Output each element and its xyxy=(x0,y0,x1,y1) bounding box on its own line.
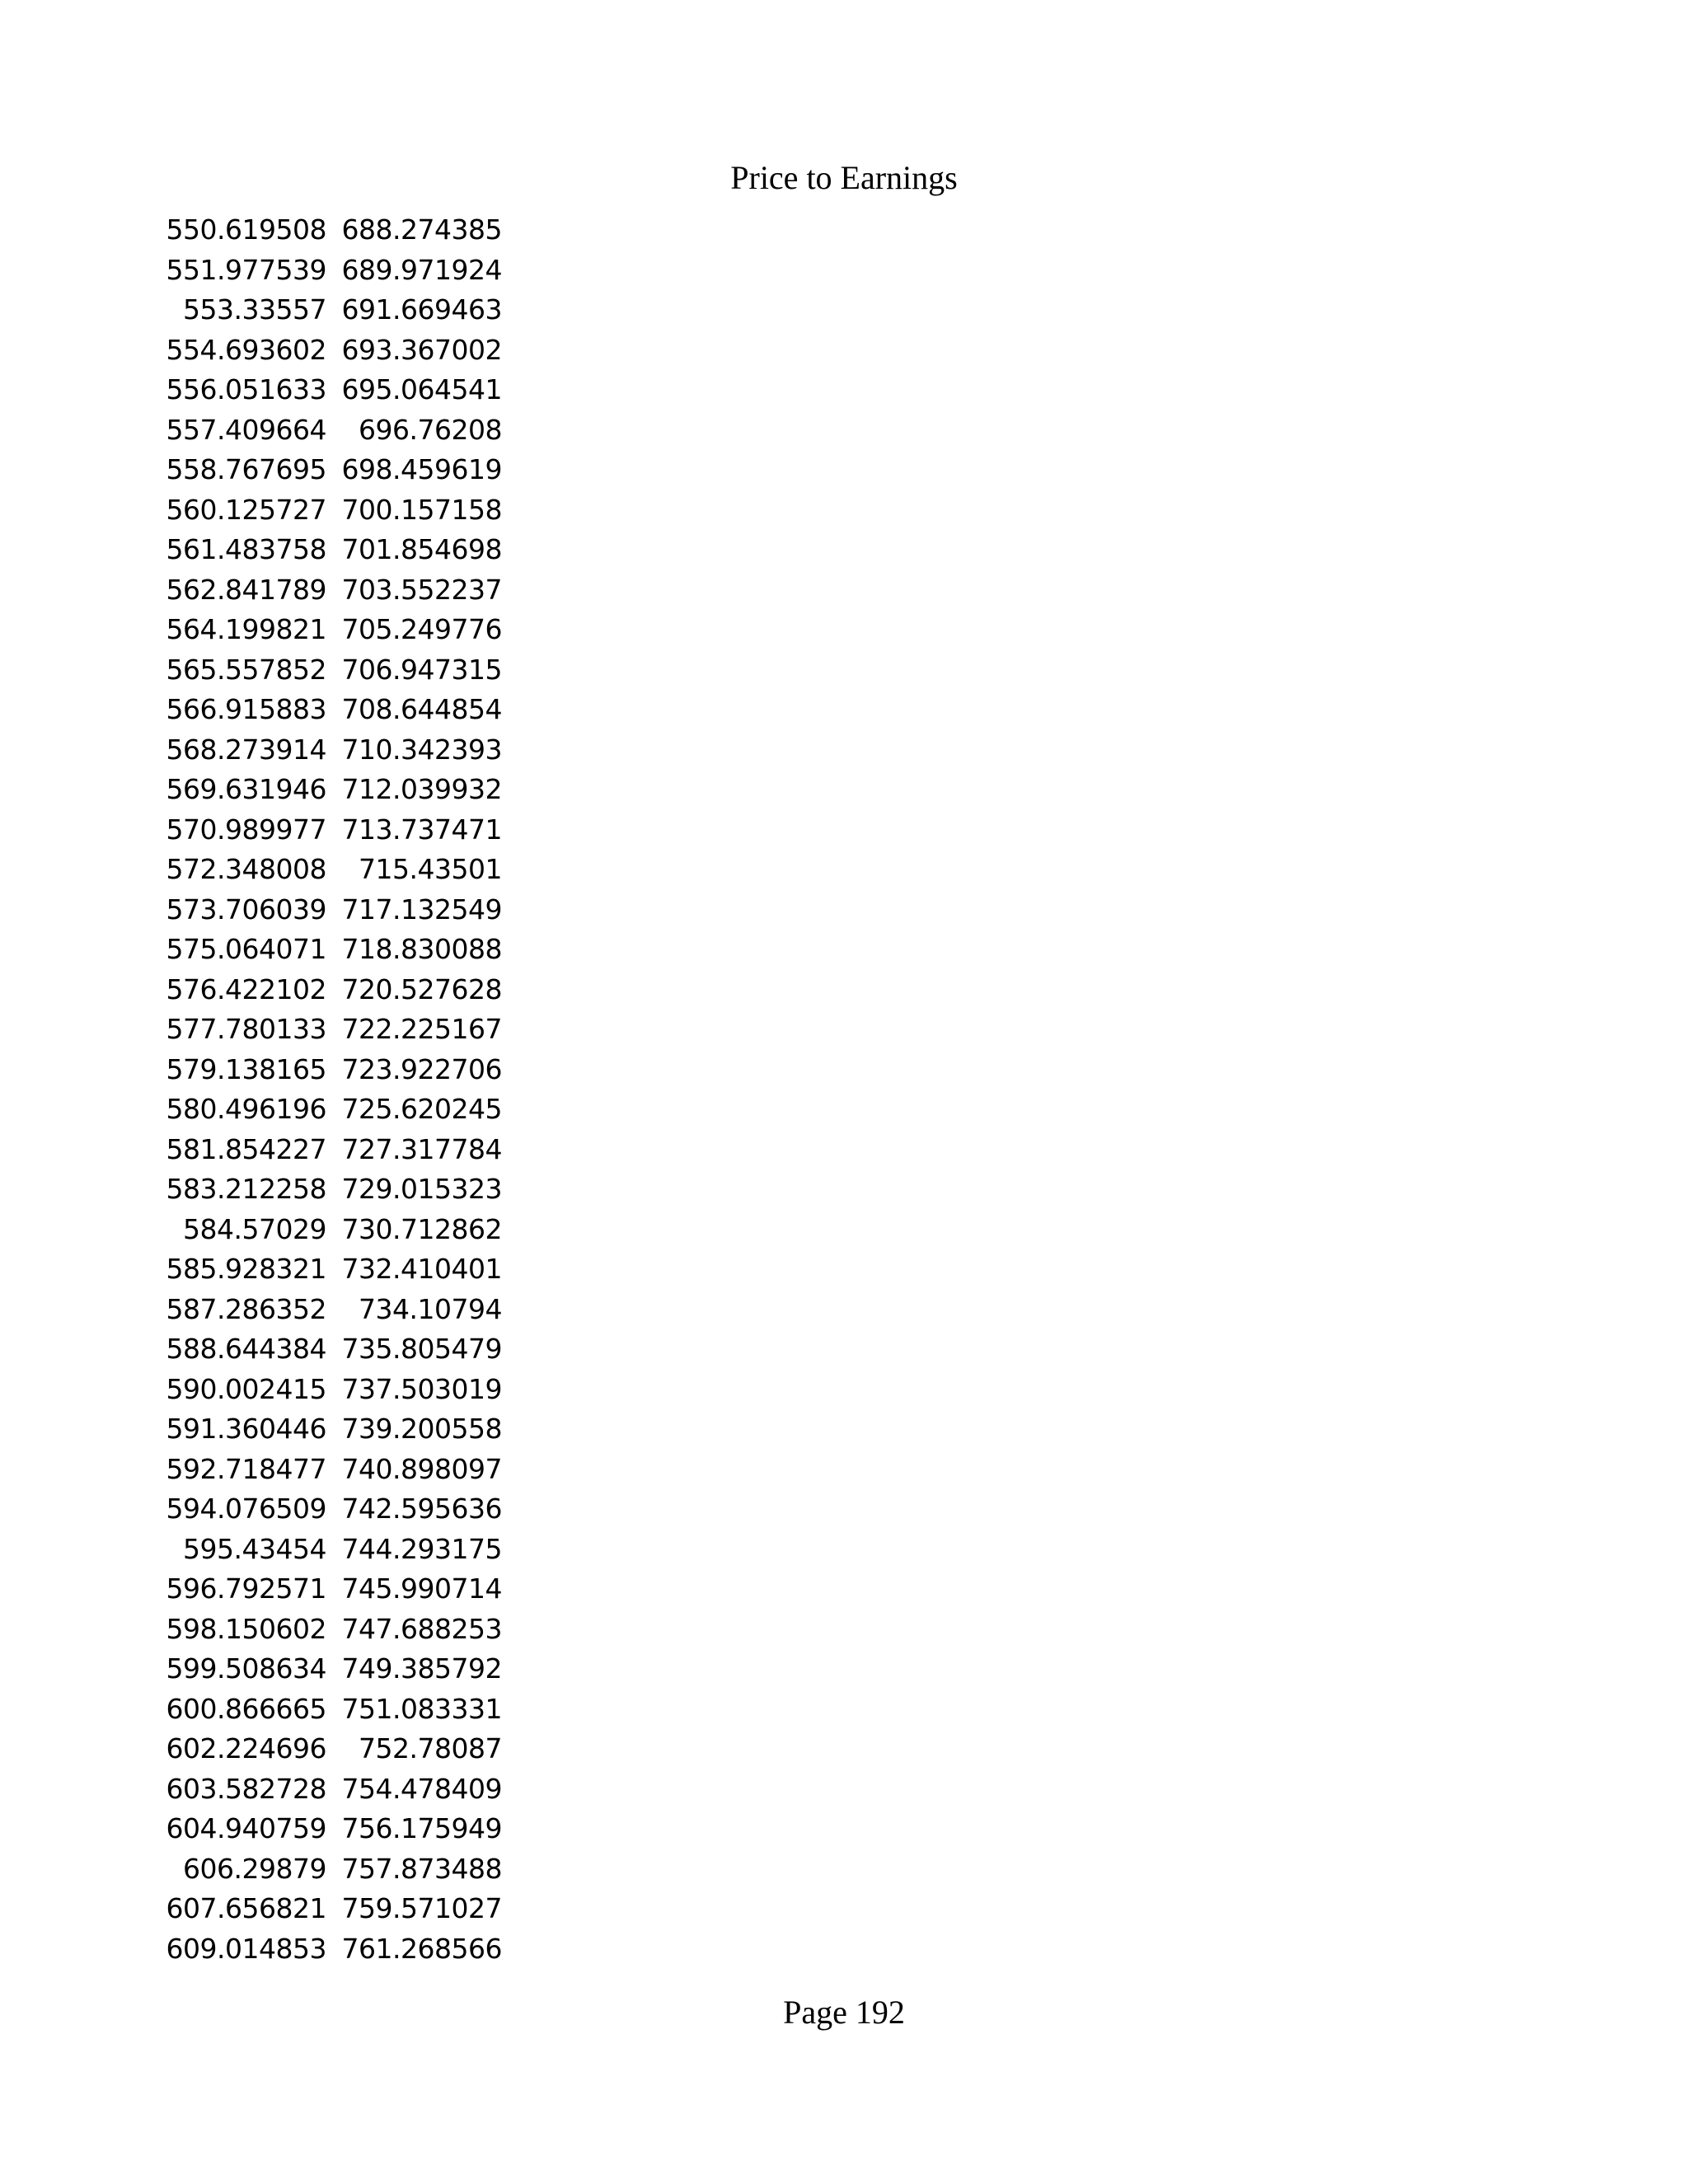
table-cell-col-2: 712.039932 xyxy=(341,773,502,805)
table-row xyxy=(157,1450,502,1490)
table-row xyxy=(157,1409,502,1450)
table-cell-col-2: 730.712862 xyxy=(341,1212,502,1245)
table-row xyxy=(157,290,502,330)
table-row xyxy=(157,1769,502,1810)
table-row xyxy=(157,1090,502,1130)
table-cell-col-1: 598.150602 xyxy=(166,1612,326,1645)
table-cell-col-1: 591.360446 xyxy=(166,1413,326,1445)
table-cell-col-2: 701.854698 xyxy=(341,533,502,565)
page-number: Page 192 xyxy=(783,1994,905,2031)
table-row xyxy=(157,1809,502,1849)
table-cell-col-2: 695.064541 xyxy=(341,373,502,405)
table-cell-col-1: 570.989977 xyxy=(166,813,326,846)
table-cell-col-1: 583.212258 xyxy=(166,1173,326,1205)
table-row xyxy=(157,1569,502,1610)
table-row xyxy=(157,1729,502,1769)
table-cell-col-2: 734.10794 xyxy=(359,1292,502,1325)
table-cell-col-1: 594.076509 xyxy=(166,1493,326,1525)
table-row xyxy=(157,450,502,490)
table-cell-col-1: 576.422102 xyxy=(166,972,326,1005)
table-cell-col-1: 599.508634 xyxy=(166,1652,326,1685)
table-cell-col-1: 569.631946 xyxy=(166,773,326,805)
table-cell-col-2: 723.922706 xyxy=(341,1052,502,1085)
table-cell-col-2: 700.157158 xyxy=(341,493,502,526)
table-cell-col-2: 698.459619 xyxy=(341,453,502,485)
table-row xyxy=(157,570,502,611)
table-cell-col-1: 568.273914 xyxy=(166,733,326,766)
table-cell-col-1: 575.064071 xyxy=(166,933,326,965)
table-cell-col-1: 564.199821 xyxy=(166,613,326,645)
table-row xyxy=(157,490,502,531)
table-row xyxy=(157,690,502,730)
table-cell-col-2: 706.947315 xyxy=(341,653,502,686)
table-row xyxy=(157,410,502,451)
table-cell-col-2: 727.317784 xyxy=(341,1132,502,1165)
table-cell-col-2: 732.410401 xyxy=(341,1253,502,1285)
table-cell-col-1: 600.866665 xyxy=(166,1692,326,1725)
table-row xyxy=(157,730,502,771)
table-cell-col-2: 688.274385 xyxy=(341,213,502,246)
table-cell-col-1: 565.557852 xyxy=(166,653,326,686)
table-cell-col-2: 717.132549 xyxy=(341,893,502,926)
table-cell-col-2: 761.268566 xyxy=(341,1932,502,1965)
table-cell-col-2: 720.527628 xyxy=(341,972,502,1005)
table-cell-col-1: 556.051633 xyxy=(166,373,326,405)
table-cell-col-2: 715.43501 xyxy=(359,853,502,885)
table-cell-col-1: 584.57029 xyxy=(183,1212,326,1245)
table-cell-col-1: 562.841789 xyxy=(166,573,326,606)
table-cell-col-2: 696.76208 xyxy=(359,413,502,446)
table-row xyxy=(157,1889,502,1929)
table-row xyxy=(157,251,502,291)
table-cell-col-2: 735.805479 xyxy=(341,1333,502,1365)
table-cell-col-1: 557.409664 xyxy=(166,413,326,446)
table-row xyxy=(157,210,502,251)
table-row xyxy=(157,1169,502,1210)
table-cell-col-1: 580.496196 xyxy=(166,1093,326,1125)
table-body xyxy=(157,210,502,1969)
table-cell-col-1: 577.780133 xyxy=(166,1013,326,1045)
table-row xyxy=(157,1649,502,1690)
table-cell-col-2: 752.78087 xyxy=(359,1732,502,1765)
table-row xyxy=(157,1610,502,1650)
table-cell-col-2: 691.669463 xyxy=(341,293,502,326)
table-cell-col-1: 602.224696 xyxy=(166,1732,326,1765)
table-row xyxy=(157,1489,502,1530)
table-cell-col-1: 554.693602 xyxy=(166,333,326,366)
table-cell-col-1: 581.854227 xyxy=(166,1132,326,1165)
table-cell-col-1: 609.014853 xyxy=(166,1932,326,1965)
table-row xyxy=(157,530,502,570)
table-cell-col-1: 553.33557 xyxy=(183,293,326,326)
table-cell-col-1: 596.792571 xyxy=(166,1572,326,1605)
table-row xyxy=(157,1690,502,1730)
table-row xyxy=(157,850,502,890)
table-row xyxy=(157,1929,502,1970)
table-cell-col-1: 588.644384 xyxy=(166,1333,326,1365)
table-cell-col-2: 744.293175 xyxy=(341,1532,502,1565)
table-cell-col-2: 693.367002 xyxy=(341,333,502,366)
table-row xyxy=(157,1050,502,1090)
table-cell-col-2: 757.873488 xyxy=(341,1852,502,1885)
table-cell-col-2: 718.830088 xyxy=(341,933,502,965)
table-cell-col-1: 573.706039 xyxy=(166,893,326,926)
table-cell-col-1: 604.940759 xyxy=(166,1812,326,1844)
table-cell-col-2: 751.083331 xyxy=(341,1692,502,1725)
table-cell-col-1: 607.656821 xyxy=(166,1892,326,1924)
page-title: Price to Earnings xyxy=(730,159,958,196)
table-cell-col-1: 606.29879 xyxy=(183,1852,326,1885)
table-row xyxy=(157,1370,502,1410)
table-cell-col-1: 550.619508 xyxy=(166,213,326,246)
table-cell-col-2: 737.503019 xyxy=(341,1372,502,1405)
table-cell-col-2: 759.571027 xyxy=(341,1892,502,1924)
table-cell-col-1: 560.125727 xyxy=(166,493,326,526)
table-cell-col-2: 705.249776 xyxy=(341,613,502,645)
table-row xyxy=(157,930,502,970)
table-cell-col-1: 561.483758 xyxy=(166,533,326,565)
table-row xyxy=(157,1130,502,1170)
table-row xyxy=(157,610,502,650)
table-cell-col-2: 756.175949 xyxy=(341,1812,502,1844)
data-table xyxy=(157,210,502,1969)
table-cell-col-1: 587.286352 xyxy=(166,1292,326,1325)
table-row xyxy=(157,370,502,410)
table-cell-col-2: 722.225167 xyxy=(341,1013,502,1045)
table-row xyxy=(157,1249,502,1290)
table-row xyxy=(157,770,502,810)
table-row xyxy=(157,890,502,930)
table-cell-col-2: 747.688253 xyxy=(341,1612,502,1645)
table-cell-col-2: 745.990714 xyxy=(341,1572,502,1605)
table-row xyxy=(157,1290,502,1330)
table-row xyxy=(157,1010,502,1050)
table-cell-col-1: 603.582728 xyxy=(166,1772,326,1805)
table-cell-col-2: 742.595636 xyxy=(341,1493,502,1525)
table-cell-col-1: 590.002415 xyxy=(166,1372,326,1405)
table-row xyxy=(157,330,502,371)
table-cell-col-2: 713.737471 xyxy=(341,813,502,846)
table-cell-col-2: 708.644854 xyxy=(341,693,502,725)
table-cell-col-2: 754.478409 xyxy=(341,1772,502,1805)
table-row xyxy=(157,1849,502,1890)
table-cell-col-2: 739.200558 xyxy=(341,1413,502,1445)
table-cell-col-1: 572.348008 xyxy=(166,853,326,885)
table-row xyxy=(157,810,502,851)
table-cell-col-1: 592.718477 xyxy=(166,1452,326,1485)
table-row xyxy=(157,970,502,1010)
table-cell-col-2: 689.971924 xyxy=(341,253,502,286)
table-cell-col-2: 729.015323 xyxy=(341,1173,502,1205)
table-cell-col-2: 710.342393 xyxy=(341,733,502,766)
table-row xyxy=(157,1210,502,1250)
table-cell-col-1: 595.43454 xyxy=(183,1532,326,1565)
table-cell-col-2: 749.385792 xyxy=(341,1652,502,1685)
table-cell-col-1: 566.915883 xyxy=(166,693,326,725)
table-cell-col-1: 579.138165 xyxy=(166,1052,326,1085)
table-row xyxy=(157,1329,502,1370)
table-cell-col-1: 558.767695 xyxy=(166,453,326,485)
table-cell-col-1: 585.928321 xyxy=(166,1253,326,1285)
table-cell-col-2: 725.620245 xyxy=(341,1093,502,1125)
table-cell-col-1: 551.977539 xyxy=(166,253,326,286)
table-cell-col-2: 703.552237 xyxy=(341,573,502,606)
table-cell-col-2: 740.898097 xyxy=(341,1452,502,1485)
table-row xyxy=(157,1530,502,1570)
table-row xyxy=(157,650,502,691)
